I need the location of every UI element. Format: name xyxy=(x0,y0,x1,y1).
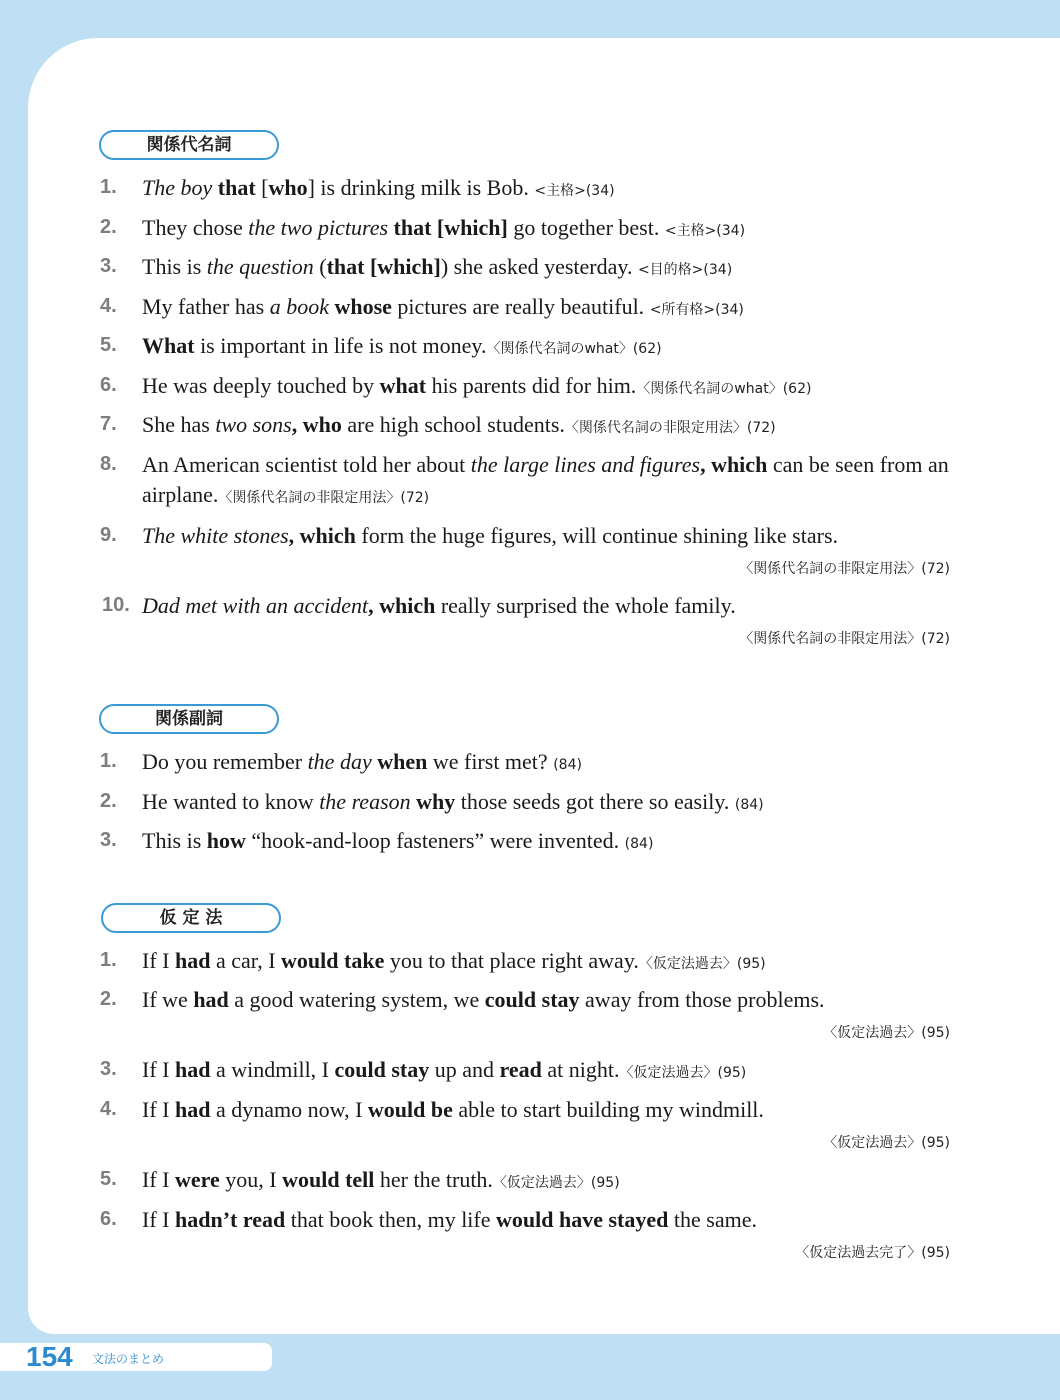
sentence: This is how “hook-and-loop fasteners” were invented. (84) xyxy=(142,828,654,853)
reference: <目的格>(34) xyxy=(637,262,733,278)
reference: 〈仮定法過去完了〉(95) xyxy=(795,1245,950,1261)
item-number: 8. xyxy=(100,453,117,475)
section-label-subjunctive: 仮 定 法 xyxy=(101,903,281,933)
footer-title: 文法のまとめ xyxy=(92,1352,165,1366)
sentence: If I had a windmill, I could stay up and read at night.〈仮定法過去〉(95) xyxy=(142,1057,747,1082)
sentence: If I had a dynamo now, I would be able to start building my windmill. xyxy=(142,1097,764,1122)
item-number: 5. xyxy=(100,334,117,356)
sentence: The white stones, which form the huge figures, will continue shining like stars. xyxy=(142,523,838,548)
sentence: If I were you, I would tell her the truth.〈仮定法過去〉(95) xyxy=(142,1167,620,1192)
item-number: 3. xyxy=(100,255,117,277)
reference: 〈関係代名詞の非限定用法〉(72) xyxy=(564,420,776,436)
reference: 〈関係代名詞の非限定用法〉(72) xyxy=(739,631,950,647)
reference: (84) xyxy=(734,797,764,813)
item-number: 4. xyxy=(100,1098,117,1120)
sentence: She has two sons, who are high school students.〈関係代名詞の非限定用法〉(72) xyxy=(142,412,776,437)
reference: 〈関係代名詞のwhat〉(62) xyxy=(636,381,812,397)
sentence: If I hadn’t read that book then, my life would have stayed the same. xyxy=(142,1207,757,1232)
reference: <所有格>(34) xyxy=(649,302,744,318)
sentence: He was deeply touched by what his parents did for him.〈関係代名詞のwhat〉(62) xyxy=(142,373,812,398)
item-number: 2. xyxy=(100,216,117,238)
item-number: 2. xyxy=(100,988,117,1010)
reference: 〈仮定法過去〉(95) xyxy=(492,1175,620,1191)
item-number: 6. xyxy=(100,374,117,396)
item-number: 7. xyxy=(100,413,117,435)
reference: 〈仮定法過去〉(95) xyxy=(823,1135,950,1151)
section-label-relative-adverbs: 関係副詞 xyxy=(99,704,279,734)
reference: 〈関係代名詞の非限定用法〉(72) xyxy=(739,561,950,577)
item-number: 6. xyxy=(100,1208,117,1230)
sentence: The boy that [who] is drinking milk is Bob. <主格>(34) xyxy=(142,175,615,200)
item-number: 2. xyxy=(100,790,117,812)
sentence: What is important in life is not money.〈関係代名詞のwhat〉(62) xyxy=(142,333,662,358)
sentence: If I had a car, I would take you to that place right away.〈仮定法過去〉(95) xyxy=(142,948,766,973)
reference: 〈仮定法過去〉(95) xyxy=(823,1025,950,1041)
item-number: 4. xyxy=(100,295,117,317)
item-number: 3. xyxy=(100,829,117,851)
reference: 〈関係代名詞の非限定用法〉(72) xyxy=(218,490,430,506)
reference: 〈仮定法過去〉(95) xyxy=(638,956,766,972)
item-number: 10. xyxy=(102,594,130,616)
item-number: 5. xyxy=(100,1168,117,1190)
item-number: 1. xyxy=(100,176,117,198)
item-number: 3. xyxy=(100,1058,117,1080)
reference: <主格>(34) xyxy=(664,223,746,239)
reference: (84) xyxy=(553,757,582,773)
sentence: Dad met with an accident, which really surprised the whole family. xyxy=(142,593,736,618)
item-number: 1. xyxy=(100,750,117,772)
reference: (84) xyxy=(624,836,654,852)
reference: <主格>(34) xyxy=(534,183,615,199)
sentence: He wanted to know the reason why those seeds got there so easily. (84) xyxy=(142,789,764,814)
sentence: An American scientist told her about the large lines and figures, which can be seen from an airplane.〈関係代名詞の非限定用法〉(72) xyxy=(142,452,949,507)
reference: 〈仮定法過去〉(95) xyxy=(619,1065,747,1081)
sentence: Do you remember the day when we first met? (84) xyxy=(142,749,582,774)
sentence: They chose the two pictures that [which] go together best. <主格>(34) xyxy=(142,215,746,240)
sentence: If we had a good watering system, we could stay away from those problems. xyxy=(142,987,825,1012)
sentence: My father has a book whose pictures are really beautiful. <所有格>(34) xyxy=(142,294,744,319)
item-number: 9. xyxy=(100,524,117,546)
item-number: 1. xyxy=(100,949,117,971)
sentence: This is the question (that [which]) she asked yesterday. <目的格>(34) xyxy=(142,254,733,279)
section-label-relative-pronouns: 関係代名詞 xyxy=(99,130,279,160)
page-number: 154 xyxy=(26,1341,73,1372)
reference: 〈関係代名詞のwhat〉(62) xyxy=(486,341,662,357)
